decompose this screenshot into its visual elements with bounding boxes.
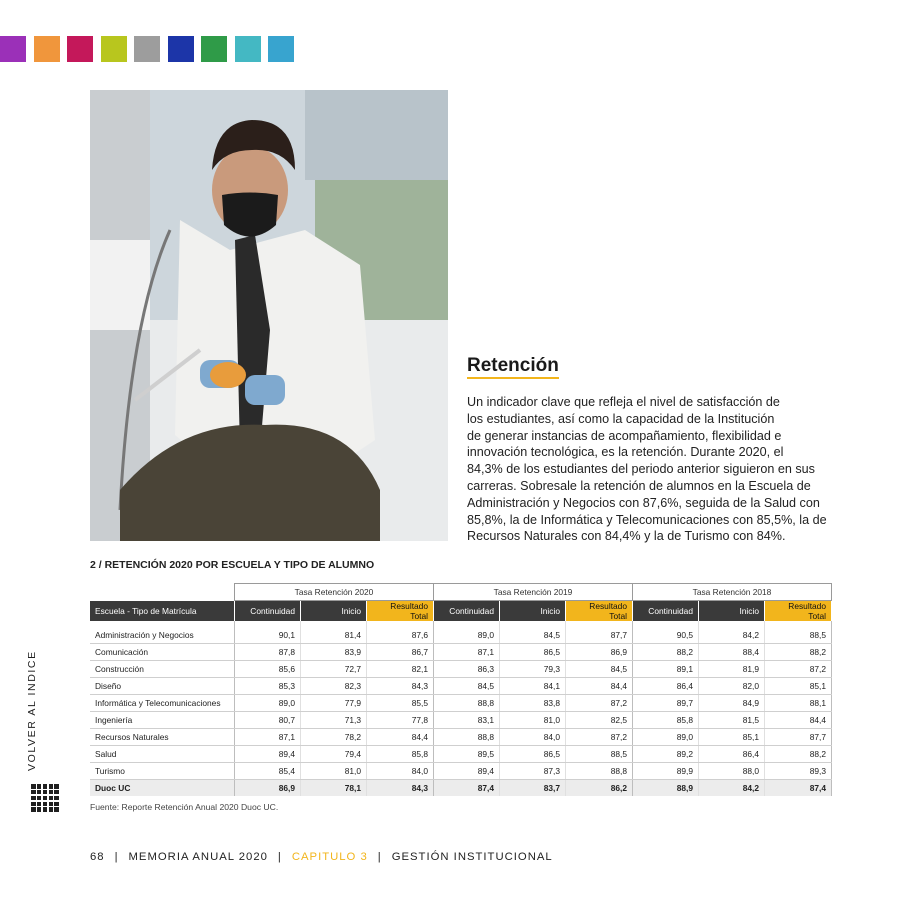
rate-cell: 88,8 — [434, 695, 500, 712]
rate-cell: 84,4 — [566, 678, 633, 695]
rate-cell: 87,7 — [566, 627, 633, 644]
rate-cell: 87,1 — [434, 644, 500, 661]
grid-icon-cell — [54, 790, 59, 795]
color-swatch-bar — [0, 36, 302, 62]
rate-cell: 84,3 — [367, 678, 434, 695]
rate-cell: 88,2 — [765, 746, 832, 763]
rate-cell: 88,8 — [434, 729, 500, 746]
column-header: Resultado Total — [367, 601, 434, 622]
rate-cell: 87,7 — [765, 729, 832, 746]
table-row — [90, 661, 832, 678]
rate-cell: 84,0 — [500, 729, 566, 746]
grid-icon-cell — [31, 790, 36, 795]
table-row — [90, 712, 832, 729]
rate-cell: 85,6 — [235, 661, 301, 678]
section-heading: Retención — [467, 355, 559, 379]
rate-cell: 84,4 — [765, 712, 832, 729]
rate-cell: 89,1 — [633, 661, 699, 678]
grid-icon[interactable] — [31, 784, 59, 812]
rate-cell: 72,7 — [301, 661, 367, 678]
rate-cell: 84,5 — [566, 661, 633, 678]
grid-icon-cell — [54, 796, 59, 801]
rate-cell: 78,1 — [301, 780, 367, 797]
grid-icon-cell — [49, 796, 54, 801]
body-line: Un indicador clave que refleja el nivel de satisfacción de — [467, 395, 780, 409]
rate-cell: 82,5 — [566, 712, 633, 729]
color-swatch — [67, 36, 93, 62]
rate-cell: 86,7 — [367, 644, 434, 661]
rate-cell: 84,9 — [699, 695, 765, 712]
rate-cell: 83,9 — [301, 644, 367, 661]
page-footer — [90, 851, 553, 863]
grid-icon-cell — [31, 784, 36, 789]
rate-cell: 89,4 — [434, 763, 500, 780]
rate-cell: 83,1 — [434, 712, 500, 729]
rate-cell: 89,0 — [633, 729, 699, 746]
chapter-label: CAPITULO 3 — [291, 851, 368, 863]
body-line: los estudiantes, así como la capacidad de la Institución — [467, 411, 775, 426]
rate-cell: 81,0 — [301, 763, 367, 780]
rate-cell: 89,2 — [633, 746, 699, 763]
footer-separator: | — [377, 851, 382, 863]
rate-cell: 84,3 — [367, 780, 434, 797]
school-name-cell: Administración y Negocios — [90, 627, 235, 644]
rate-cell: 87,4 — [765, 780, 832, 797]
table-row — [90, 695, 832, 712]
rate-cell: 86,9 — [235, 780, 301, 797]
back-to-index-link[interactable]: VOLVER AL INDICE — [26, 650, 38, 771]
grid-icon-cell — [31, 796, 36, 801]
body-line: 84,3% de los estudiantes del periodo anterior siguieron en sus — [467, 462, 815, 477]
rate-cell: 87,1 — [235, 729, 301, 746]
rate-cell: 83,7 — [500, 780, 566, 797]
grid-icon-cell — [43, 784, 48, 789]
rate-cell: 86,4 — [699, 746, 765, 763]
body-line: innovación tecnológica, es la retención. Durante 2020, el — [467, 445, 784, 460]
grid-icon-cell — [43, 807, 48, 812]
column-header: Resultado Total — [765, 601, 832, 622]
rate-cell: 82,1 — [367, 661, 434, 678]
rate-cell: 81,9 — [699, 661, 765, 678]
rate-cell: 84,5 — [500, 627, 566, 644]
column-header: Inicio — [699, 601, 765, 622]
grid-icon-cell — [49, 784, 54, 789]
table-title: 2 / RETENCIÓN 2020 POR ESCUELA Y TIPO DE ALUMNO — [90, 559, 375, 571]
rate-cell: 84,0 — [367, 763, 434, 780]
school-name-cell: Diseño — [90, 678, 235, 695]
school-name-cell: Turismo — [90, 763, 235, 780]
grid-icon-cell — [37, 796, 42, 801]
rate-cell: 79,3 — [500, 661, 566, 678]
table-row — [90, 729, 832, 746]
rate-cell: 89,4 — [235, 746, 301, 763]
school-name-cell: Construcción — [90, 661, 235, 678]
color-swatch — [0, 36, 26, 62]
page-number: 68 — [90, 851, 105, 863]
body-line: carreras. Sobresale la retención de alumnos en la Escuela de — [467, 478, 811, 493]
rate-cell: 86,2 — [566, 780, 633, 797]
grid-icon-cell — [37, 802, 42, 807]
color-swatch — [34, 36, 60, 62]
report-title: MEMORIA ANUAL 2020 — [128, 851, 268, 863]
school-name-cell: Recursos Naturales — [90, 729, 235, 746]
grid-icon-cell — [31, 802, 36, 807]
rate-cell: 84,2 — [699, 780, 765, 797]
school-name-cell: Ingeniería — [90, 712, 235, 729]
rate-cell: 88,2 — [633, 644, 699, 661]
retention-table — [90, 583, 832, 796]
color-swatch — [168, 36, 194, 62]
rate-cell: 81,4 — [301, 627, 367, 644]
grid-icon-cell — [49, 790, 54, 795]
rate-cell: 89,7 — [633, 695, 699, 712]
table-row — [90, 678, 832, 695]
rate-cell: 87,8 — [235, 644, 301, 661]
rate-cell: 82,3 — [301, 678, 367, 695]
column-header: Resultado Total — [566, 601, 633, 622]
rate-cell: 87,2 — [566, 695, 633, 712]
footer-separator: | — [277, 851, 282, 863]
rate-cell: 89,9 — [633, 763, 699, 780]
rate-cell: 85,4 — [235, 763, 301, 780]
rate-cell: 87,4 — [434, 780, 500, 797]
group-header: Tasa Retención 2020 — [235, 584, 434, 601]
rate-cell: 85,5 — [367, 695, 434, 712]
school-name-cell: Comunicación — [90, 644, 235, 661]
grid-icon-cell — [37, 790, 42, 795]
rate-cell: 88,9 — [633, 780, 699, 797]
student-photo — [90, 90, 448, 541]
body-line: de generar instancias de acompañamiento, flexibilidad e — [467, 428, 782, 443]
column-header: Continuidad — [633, 601, 699, 622]
grid-icon-cell — [43, 790, 48, 795]
color-swatch — [201, 36, 227, 62]
rate-cell: 89,0 — [434, 627, 500, 644]
group-header: Tasa Retención 2018 — [633, 584, 832, 601]
color-swatch — [268, 36, 294, 62]
column-header: Continuidad — [235, 601, 301, 622]
rate-cell: 85,1 — [765, 678, 832, 695]
column-header: Continuidad — [434, 601, 500, 622]
grid-icon-cell — [37, 807, 42, 812]
rate-cell: 88,5 — [566, 746, 633, 763]
grid-icon-cell — [49, 807, 54, 812]
table-row — [90, 644, 832, 661]
rate-cell: 83,8 — [500, 695, 566, 712]
rate-cell: 82,0 — [699, 678, 765, 695]
column-header: Inicio — [301, 601, 367, 622]
rate-cell: 84,5 — [434, 678, 500, 695]
rate-cell: 87,6 — [367, 627, 434, 644]
rate-cell: 89,0 — [235, 695, 301, 712]
table-row — [90, 746, 832, 763]
rate-cell: 86,5 — [500, 644, 566, 661]
rate-cell: 87,2 — [765, 661, 832, 678]
rate-cell: 84,1 — [500, 678, 566, 695]
source-note: Fuente: Reporte Retención Anual 2020 Duoc UC. — [90, 802, 279, 812]
color-swatch — [101, 36, 127, 62]
rate-cell: 87,2 — [566, 729, 633, 746]
school-name-cell: Informática y Telecomunicaciones — [90, 695, 235, 712]
rate-cell: 79,4 — [301, 746, 367, 763]
rate-cell: 77,9 — [301, 695, 367, 712]
rate-cell: 88,4 — [699, 644, 765, 661]
column-header: Inicio — [500, 601, 566, 622]
rate-cell: 89,3 — [765, 763, 832, 780]
rate-cell: 80,7 — [235, 712, 301, 729]
color-swatch — [134, 36, 160, 62]
body-line: 85,8%, la de Informática y Telecomunicaciones con 85,5%, la de — [467, 512, 827, 527]
rate-cell: 85,8 — [633, 712, 699, 729]
rate-cell: 88,1 — [765, 695, 832, 712]
rate-cell: 84,2 — [699, 627, 765, 644]
rate-cell: 71,3 — [301, 712, 367, 729]
rate-cell: 89,5 — [434, 746, 500, 763]
grid-icon-cell — [54, 807, 59, 812]
rate-cell: 88,0 — [699, 763, 765, 780]
rate-cell: 81,5 — [699, 712, 765, 729]
grid-icon-cell — [49, 802, 54, 807]
rate-cell: 90,5 — [633, 627, 699, 644]
rate-cell: 85,3 — [235, 678, 301, 695]
body-line: Recursos Naturales con 84,4% y la de Turismo con 84%. — [467, 529, 786, 544]
grid-icon-cell — [37, 784, 42, 789]
rate-cell: 87,3 — [500, 763, 566, 780]
grid-icon-cell — [43, 802, 48, 807]
rate-cell: 84,4 — [367, 729, 434, 746]
rate-cell: 86,3 — [434, 661, 500, 678]
grid-icon-cell — [54, 784, 59, 789]
table-total-row — [90, 780, 832, 797]
rate-cell: 88,2 — [765, 644, 832, 661]
school-name-cell: Salud — [90, 746, 235, 763]
section-label: GESTIÓN INSTITUCIONAL — [391, 851, 553, 863]
rate-cell: 78,2 — [301, 729, 367, 746]
school-name-cell: Duoc UC — [90, 780, 235, 797]
grid-icon-cell — [54, 802, 59, 807]
rate-cell: 85,8 — [367, 746, 434, 763]
rate-cell: 86,5 — [500, 746, 566, 763]
column-header-school: Escuela - Tipo de Matrícula — [90, 601, 235, 622]
rate-cell: 81,0 — [500, 712, 566, 729]
table-row — [90, 763, 832, 780]
rate-cell: 90,1 — [235, 627, 301, 644]
group-header: Tasa Retención 2019 — [434, 584, 633, 601]
table-row — [90, 627, 832, 644]
body-paragraph — [467, 394, 837, 545]
rate-cell: 86,9 — [566, 644, 633, 661]
rate-cell: 86,4 — [633, 678, 699, 695]
rate-cell: 77,8 — [367, 712, 434, 729]
body-line: Administración y Negocios con 87,6%, seguida de la Salud con — [467, 495, 820, 510]
rate-cell: 88,8 — [566, 763, 633, 780]
rate-cell: 85,1 — [699, 729, 765, 746]
grid-icon-cell — [31, 807, 36, 812]
rate-cell: 88,5 — [765, 627, 832, 644]
color-swatch — [235, 36, 261, 62]
footer-separator: | — [114, 851, 119, 863]
grid-icon-cell — [43, 796, 48, 801]
